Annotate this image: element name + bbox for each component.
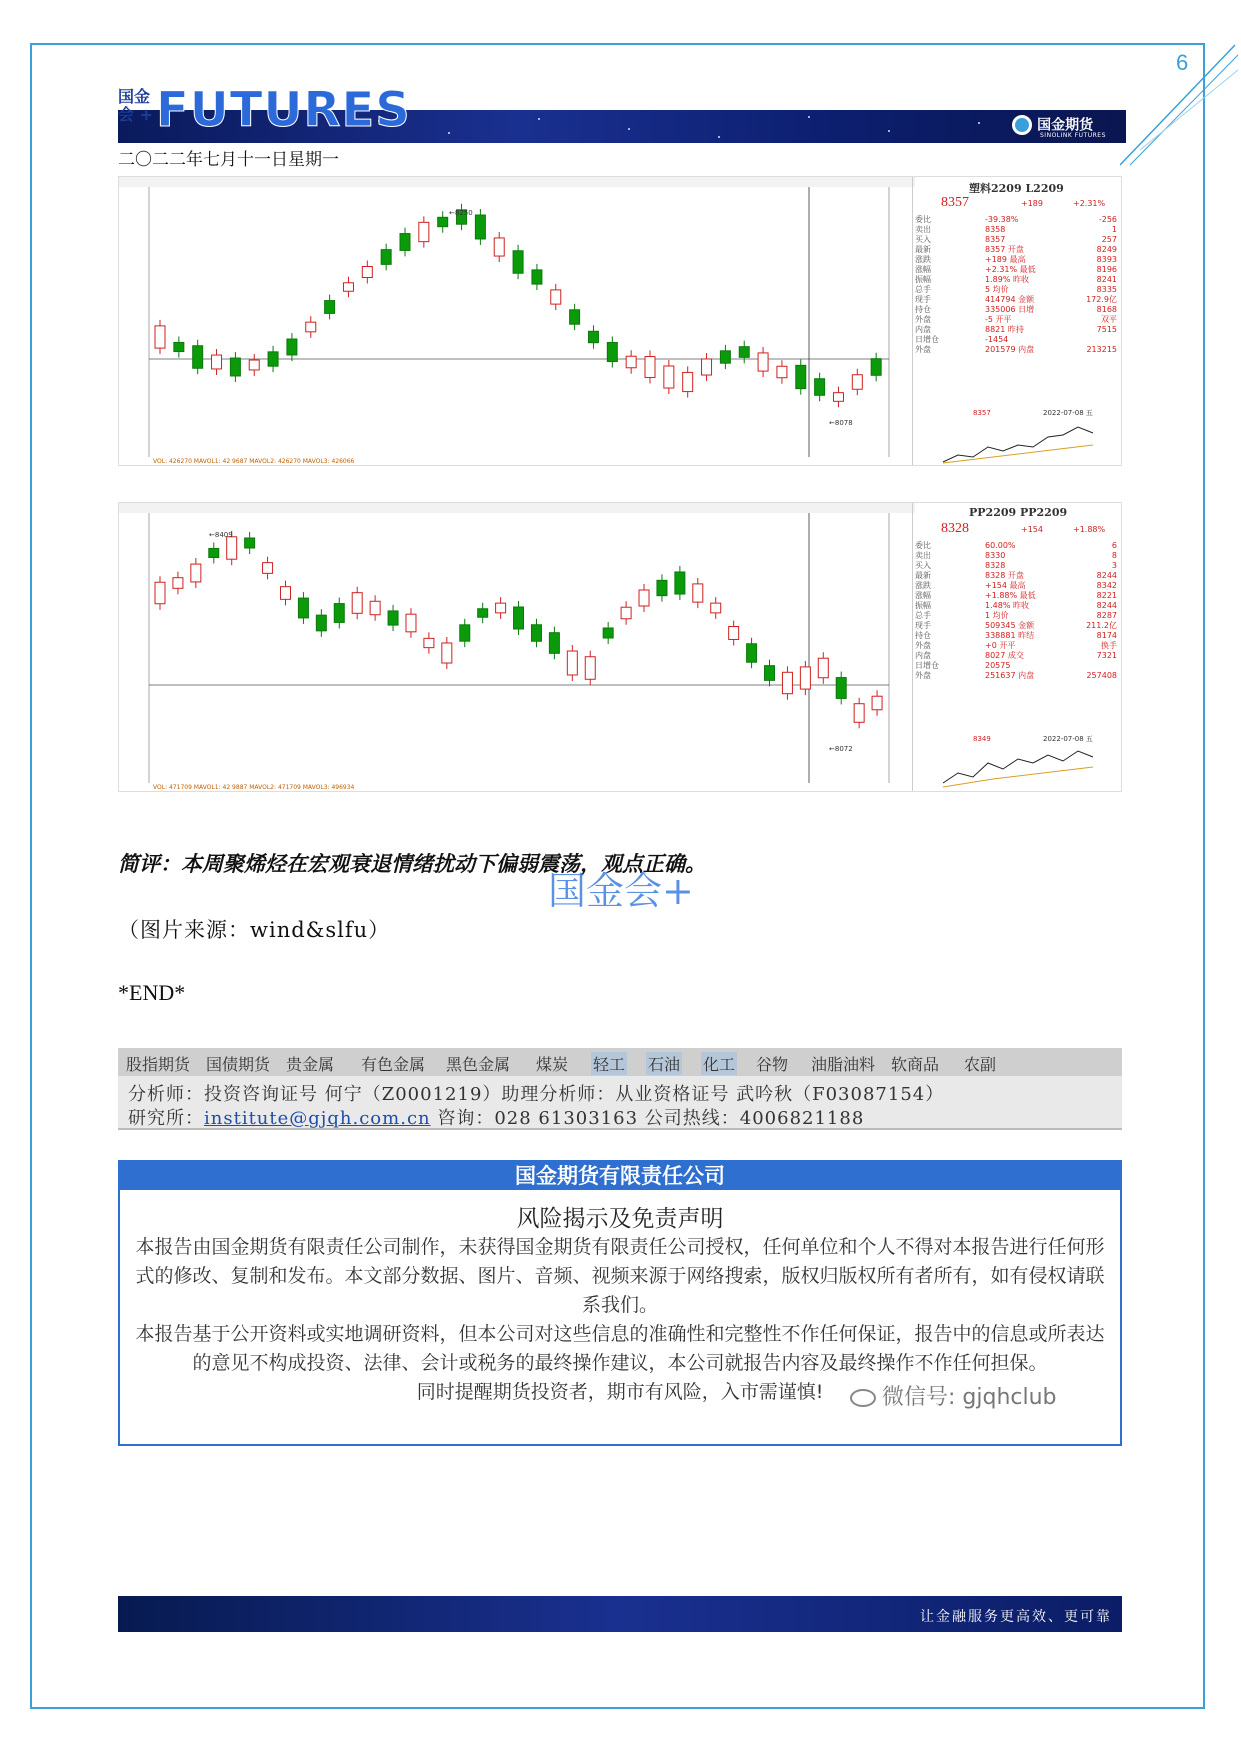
candle-body bbox=[419, 222, 429, 241]
candle-body bbox=[306, 322, 316, 332]
quote-cell: 委比 bbox=[915, 541, 931, 550]
candle-body bbox=[720, 351, 730, 363]
brand-mark-icon bbox=[1012, 115, 1032, 135]
quote-cell: 8357 bbox=[985, 235, 1006, 244]
category-item[interactable]: 黑色金属 bbox=[446, 1055, 511, 1074]
quote-cell: 8342 bbox=[1096, 581, 1117, 590]
quote-cell: -1454 bbox=[985, 335, 1009, 344]
candle-body bbox=[693, 584, 703, 602]
quote-price: 8357 bbox=[941, 195, 969, 210]
quote-cell: 201579 内盘 bbox=[985, 345, 1035, 354]
low-price-label: ←8078 bbox=[829, 419, 853, 427]
company-name: 国金期货有限责任公司 bbox=[120, 1162, 1120, 1190]
high-price-label: ←8250 bbox=[449, 209, 473, 217]
low-price-label: ←8072 bbox=[829, 745, 853, 753]
watermark: 国金会+ bbox=[548, 869, 694, 913]
candle-body bbox=[193, 346, 203, 368]
commentary: 简评：本周聚烯烃在宏观衰退情绪扰动下偏弱震荡，观点正确。 bbox=[118, 852, 706, 876]
candle-body bbox=[532, 270, 542, 284]
category-item[interactable]: 有色金属 bbox=[361, 1055, 426, 1074]
quote-cell: -256 bbox=[1098, 215, 1117, 224]
quote-cell: 8196 bbox=[1096, 265, 1117, 274]
candle-body bbox=[747, 644, 757, 662]
quote-cell: 3 bbox=[1111, 561, 1117, 570]
quote-cell: 换手 bbox=[1101, 641, 1117, 650]
quote-cell: 1.48% 昨收 bbox=[985, 601, 1029, 610]
candle-body bbox=[818, 658, 828, 678]
brand-name-cn: 国金期货 bbox=[1037, 117, 1094, 134]
mini-label: 8357 bbox=[973, 409, 991, 417]
quote-cell: 卖出 bbox=[915, 225, 931, 234]
mini-intraday-chart bbox=[913, 733, 1121, 792]
quote-row bbox=[913, 541, 1121, 551]
disclaimer-p2: 本报告基于公开资料或实地调研资料，但本公司对这些信息的准确性和完整性不作任何保证，报告中的信息或所表达的意见不构成投资、法律、会计或税务的最终操作建议，本公司就报告内容及最终操作不作任何担保。 bbox=[135, 1323, 1105, 1374]
candle-body bbox=[607, 342, 617, 361]
quote-cell: 振幅 bbox=[915, 601, 931, 610]
quote-row bbox=[913, 345, 1121, 355]
quote-rows bbox=[913, 215, 1121, 355]
quote-cell: 内盘 bbox=[915, 325, 931, 334]
quote-cell: 涨跌 bbox=[915, 581, 931, 590]
quote-cell: 338881 昨结 bbox=[985, 631, 1035, 640]
quote-cell: 外盘 bbox=[915, 671, 931, 680]
brand-logo bbox=[1012, 114, 1106, 139]
quote-cell: 8328 bbox=[985, 561, 1006, 570]
quote-row bbox=[913, 235, 1121, 245]
mini-label: 2022-07-08 五 bbox=[1043, 409, 1093, 417]
quote-row bbox=[913, 561, 1121, 571]
candle-body bbox=[400, 234, 410, 251]
quote-row bbox=[913, 225, 1121, 235]
quote-cell: 总手 bbox=[915, 285, 931, 294]
candle-body bbox=[729, 627, 739, 640]
quote-cell: 8 bbox=[1111, 551, 1117, 560]
candle-body bbox=[388, 611, 398, 625]
quote-cell: 257408 bbox=[1086, 671, 1117, 680]
quote-cell: 最新 bbox=[915, 571, 931, 580]
footer-slogan: 让金融服务更高效、更可靠 bbox=[920, 1609, 1112, 1625]
category-item[interactable]: 软商品 bbox=[891, 1055, 940, 1074]
candle-body bbox=[588, 331, 598, 342]
candle-body bbox=[514, 607, 524, 629]
quote-cell: 8330 bbox=[985, 551, 1006, 560]
candle-body bbox=[343, 283, 353, 291]
institute-email-link[interactable]: institute@gjqh.com.cn bbox=[204, 1108, 431, 1129]
quote-change: +154 bbox=[1021, 525, 1043, 534]
analyst-line: 分析师：投资咨询证号 何宁（Z0001219）助理分析师：从业资格证号 武吟秋（F03087154） bbox=[128, 1084, 945, 1105]
category-item[interactable]: 股指期货 bbox=[126, 1055, 191, 1074]
quote-row bbox=[913, 285, 1121, 295]
quote-cell: 8221 bbox=[1096, 591, 1117, 600]
quote-cell: 1 均价 bbox=[985, 611, 1009, 620]
candlestick-chart-pp2209 bbox=[118, 502, 1122, 792]
quote-cell: 8244 bbox=[1096, 571, 1117, 580]
candle-body bbox=[626, 356, 636, 368]
wechat-id bbox=[850, 1380, 1057, 1411]
disclaimer-p1: 本报告由国金期货有限责任公司制作，未获得国金期货有限责任公司授权，任何单位和个人不得对本报告进行任何形式的修改、复制和发布。本文部分数据、图片、音频、视频来源于网络搜索，版权归版权所有者所有，如有侵权请联系我们。 bbox=[135, 1236, 1105, 1316]
candle-body bbox=[872, 696, 882, 710]
candle-body bbox=[585, 657, 595, 680]
candle-body bbox=[800, 667, 810, 689]
chart-canvas bbox=[119, 177, 915, 466]
quote-cell: 20575 bbox=[985, 661, 1011, 670]
logo-small-text: 国金 会 + bbox=[118, 87, 153, 124]
category-item[interactable]: 煤炭 bbox=[536, 1055, 569, 1074]
quote-cell: 5 均价 bbox=[985, 285, 1009, 294]
candle-body bbox=[664, 366, 674, 388]
quote-cell: 7321 bbox=[1096, 651, 1117, 660]
candle-body bbox=[494, 238, 504, 256]
quote-row bbox=[913, 651, 1121, 661]
quote-cell: 双平 bbox=[1101, 315, 1117, 324]
candle-body bbox=[287, 339, 297, 355]
candle-body bbox=[782, 672, 792, 693]
quote-cell: 外盘 bbox=[915, 641, 931, 650]
quote-cell: 251637 内盘 bbox=[985, 671, 1035, 680]
volume-indicator: VOL: 471709 MAVOL1: 42 9887 MAVOL2: 471709 MAVOL3: 496934 bbox=[153, 784, 355, 791]
candle-body bbox=[316, 615, 326, 631]
volume-indicator: VOL: 426270 MAVOL1: 42 9687 MAVOL2: 426270 MAVOL3: 426066 bbox=[153, 458, 355, 465]
quote-cell: +2.31% 最低 bbox=[985, 265, 1036, 274]
quote-change: +189 bbox=[1021, 199, 1043, 208]
quote-rows bbox=[913, 541, 1121, 681]
quote-cell: 257 bbox=[1101, 235, 1117, 244]
logo-futures: FUTURES bbox=[156, 82, 411, 138]
quote-cell: 总手 bbox=[915, 611, 931, 620]
candle-body bbox=[683, 372, 693, 391]
quote-cell: 60.00% bbox=[985, 541, 1016, 550]
institute-label: 研究所： bbox=[128, 1108, 204, 1129]
quote-row bbox=[913, 265, 1121, 275]
candle-body bbox=[833, 393, 843, 402]
candle-body bbox=[298, 598, 308, 618]
category-item[interactable]: 谷物 bbox=[756, 1055, 789, 1074]
brand-name-en: SINOLINK FUTURES bbox=[1040, 132, 1106, 139]
quote-cell: 6 bbox=[1111, 541, 1117, 550]
quote-cell: 7515 bbox=[1096, 325, 1117, 334]
disclaimer-p3: 同时提醒期货投资者，期市有风险，入市需谨慎! bbox=[416, 1381, 824, 1403]
candle-body bbox=[263, 563, 273, 574]
footer-banner bbox=[118, 1596, 1122, 1632]
candle-body bbox=[551, 290, 561, 304]
quote-cell: 1 bbox=[1111, 225, 1117, 234]
candle-body bbox=[174, 342, 184, 351]
quote-title: 塑料2209 L2209 bbox=[969, 182, 1064, 195]
quote-cell: 8358 bbox=[985, 225, 1006, 234]
mini-intraday-chart bbox=[913, 407, 1121, 466]
candle-body bbox=[438, 217, 448, 226]
candle-body bbox=[155, 326, 165, 348]
quote-row bbox=[913, 255, 1121, 265]
quote-cell: 8244 bbox=[1096, 601, 1117, 610]
quote-cell: 8168 bbox=[1096, 305, 1117, 314]
quote-cell: 172.9亿 bbox=[1086, 295, 1117, 304]
quote-cell: 8357 开盘 bbox=[985, 245, 1024, 254]
quote-cell: 509345 金额 bbox=[985, 621, 1035, 630]
quote-cell: 内盘 bbox=[915, 651, 931, 660]
quote-cell: 涨幅 bbox=[915, 591, 931, 600]
quote-row bbox=[913, 641, 1121, 651]
quote-cell: 涨幅 bbox=[915, 265, 931, 274]
candle-body bbox=[325, 301, 335, 314]
quote-cell: 持仓 bbox=[915, 631, 931, 640]
quote-cell: 外盘 bbox=[915, 315, 931, 324]
candle-body bbox=[249, 360, 259, 370]
quote-cell: 买入 bbox=[915, 235, 931, 244]
candle-body bbox=[815, 379, 825, 396]
quote-cell: 日增仓 bbox=[915, 661, 939, 670]
quote-cell: +154 最高 bbox=[985, 581, 1026, 590]
quote-row bbox=[913, 671, 1121, 681]
category-item[interactable]: 石油 bbox=[646, 1052, 682, 1075]
quote-row bbox=[913, 325, 1121, 335]
quote-row bbox=[913, 621, 1121, 631]
quote-panel bbox=[912, 503, 1121, 791]
quote-row bbox=[913, 335, 1121, 345]
candle-body bbox=[739, 347, 749, 358]
candle-body bbox=[362, 266, 372, 277]
category-item[interactable]: 化工 bbox=[701, 1052, 737, 1075]
quote-row bbox=[913, 661, 1121, 671]
quote-change-pct: +1.88% bbox=[1073, 525, 1106, 534]
quote-row bbox=[913, 275, 1121, 285]
quote-cell: 1.89% 昨收 bbox=[985, 275, 1029, 284]
quote-cell: -39.38% bbox=[985, 215, 1019, 224]
quote-cell: 8287 bbox=[1096, 611, 1117, 620]
quote-cell: 日增仓 bbox=[915, 335, 939, 344]
candle-body bbox=[209, 548, 219, 557]
candle-body bbox=[871, 359, 881, 376]
chart-canvas bbox=[119, 503, 915, 792]
candle-body bbox=[758, 353, 768, 371]
candle-body bbox=[424, 638, 434, 647]
quote-row bbox=[913, 305, 1121, 315]
candle-body bbox=[212, 355, 222, 369]
candle-body bbox=[711, 603, 721, 613]
category-item[interactable]: 国债期货 bbox=[206, 1055, 271, 1074]
contact-line bbox=[128, 1104, 864, 1130]
quote-cell: 211.2亿 bbox=[1086, 621, 1117, 630]
quote-cell: 8393 bbox=[1096, 255, 1117, 264]
candle-body bbox=[381, 250, 391, 265]
candle-body bbox=[406, 614, 416, 632]
wechat-icon bbox=[850, 1389, 876, 1407]
candle-body bbox=[621, 607, 631, 619]
quote-cell: 8174 bbox=[1096, 631, 1117, 640]
quote-cell: -5 开平 bbox=[985, 315, 1012, 324]
candle-body bbox=[227, 537, 237, 559]
quote-cell: 8027 成交 bbox=[985, 651, 1024, 660]
candle-body bbox=[567, 651, 577, 675]
candle-body bbox=[496, 603, 506, 613]
quote-row bbox=[913, 571, 1121, 581]
candle-body bbox=[852, 375, 862, 390]
quote-cell: 8328 开盘 bbox=[985, 571, 1024, 580]
category-bar bbox=[118, 1048, 1122, 1076]
quote-cell: 8821 昨持 bbox=[985, 325, 1024, 334]
candle-body bbox=[268, 352, 278, 366]
candle-body bbox=[702, 359, 712, 375]
candle-body bbox=[765, 666, 775, 681]
candle-body bbox=[442, 643, 452, 663]
quote-cell: 买入 bbox=[915, 561, 931, 570]
quote-cell: 卖出 bbox=[915, 551, 931, 560]
quote-cell: 335006 日增 bbox=[985, 305, 1035, 314]
candle-body bbox=[796, 365, 806, 388]
mini-label: 2022-07-08 五 bbox=[1043, 735, 1093, 743]
candle-body bbox=[370, 601, 380, 614]
quote-row bbox=[913, 631, 1121, 641]
page-number: 6 bbox=[1176, 50, 1189, 75]
quote-row bbox=[913, 245, 1121, 255]
image-source: （图片来源：wind&slfu） bbox=[118, 918, 391, 942]
mini-label: 8349 bbox=[973, 735, 991, 743]
candle-body bbox=[334, 604, 344, 623]
candle-body bbox=[603, 628, 613, 638]
candle-body bbox=[639, 590, 649, 606]
quote-cell: 振幅 bbox=[915, 275, 931, 284]
quote-row bbox=[913, 611, 1121, 621]
category-item[interactable]: 农副 bbox=[964, 1055, 997, 1074]
candle-body bbox=[513, 251, 523, 273]
category-item[interactable]: 轻工 bbox=[591, 1052, 627, 1075]
candle-body bbox=[570, 310, 580, 324]
candle-body bbox=[777, 366, 787, 377]
candle-body bbox=[645, 357, 655, 378]
quote-row bbox=[913, 581, 1121, 591]
quote-cell: 现手 bbox=[915, 621, 931, 630]
candle-body bbox=[531, 625, 541, 641]
candle-body bbox=[675, 572, 685, 594]
candlestick-chart-l2209 bbox=[118, 176, 1122, 466]
quote-row bbox=[913, 551, 1121, 561]
quote-panel bbox=[912, 177, 1121, 465]
quote-cell: 8241 bbox=[1096, 275, 1117, 284]
quote-change-pct: +2.31% bbox=[1073, 199, 1106, 208]
quote-row bbox=[913, 215, 1121, 225]
quote-row bbox=[913, 315, 1121, 325]
quote-cell: 涨跌 bbox=[915, 255, 931, 264]
quote-cell: 最新 bbox=[915, 245, 931, 254]
contact-info: 咨询：028 61303163 公司热线：4006821188 bbox=[430, 1108, 865, 1129]
candle-body bbox=[549, 633, 559, 654]
quote-cell: 现手 bbox=[915, 295, 931, 304]
category-item[interactable]: 贵金属 bbox=[286, 1055, 335, 1074]
quote-cell: +0 开平 bbox=[985, 641, 1016, 650]
candle-body bbox=[155, 582, 165, 604]
candle-body bbox=[191, 564, 201, 582]
candle-body bbox=[854, 704, 864, 723]
high-price-label: ←8409 bbox=[209, 531, 233, 539]
quote-cell: +1.88% 最低 bbox=[985, 591, 1036, 600]
end-marker: *END* bbox=[118, 980, 186, 1005]
quote-cell: 委比 bbox=[915, 215, 931, 224]
quote-cell: 8249 bbox=[1096, 245, 1117, 254]
quote-cell: 外盘 bbox=[915, 345, 931, 354]
category-item[interactable]: 油脂油料 bbox=[811, 1055, 876, 1074]
quote-cell: 持仓 bbox=[915, 305, 931, 314]
quote-cell: 414794 金额 bbox=[985, 295, 1035, 304]
report-date: 二〇二二年七月十一日星期一 bbox=[118, 150, 339, 170]
quote-cell: +189 最高 bbox=[985, 255, 1026, 264]
disclaimer-title: 风险揭示及免责声明 bbox=[516, 1206, 724, 1232]
quote-row bbox=[913, 295, 1121, 305]
quote-cell: 8335 bbox=[1096, 285, 1117, 294]
quote-price: 8328 bbox=[941, 521, 969, 536]
candle-body bbox=[230, 358, 240, 376]
candle-body bbox=[173, 578, 183, 589]
candle-body bbox=[245, 538, 255, 548]
wechat-text: 微信号: gjqhclub bbox=[882, 1385, 1057, 1410]
candle-body bbox=[836, 678, 846, 699]
candle-body bbox=[657, 580, 667, 595]
candle-body bbox=[475, 215, 485, 239]
quote-row bbox=[913, 591, 1121, 601]
candle-body bbox=[352, 593, 362, 614]
candle-body bbox=[478, 609, 488, 618]
quote-cell: 213215 bbox=[1086, 345, 1117, 354]
candle-body bbox=[280, 587, 290, 600]
candle-body bbox=[460, 625, 470, 641]
quote-title: PP2209 PP2209 bbox=[969, 506, 1068, 519]
quote-row bbox=[913, 601, 1121, 611]
